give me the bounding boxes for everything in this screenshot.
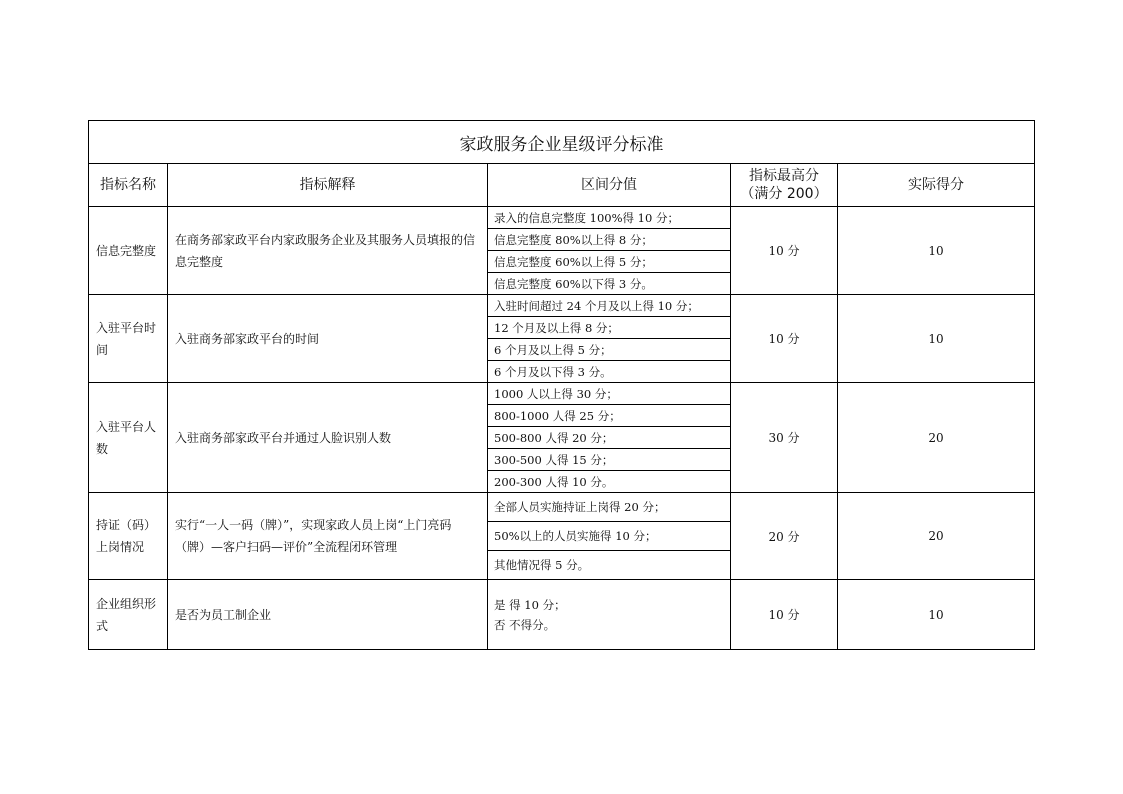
row-max: 30 分 — [731, 383, 838, 493]
range-item: 12 个月及以上得 8 分； — [488, 317, 731, 339]
range-item: 是 得 10 分； — [494, 597, 566, 612]
range-item: 全部人员实施持证上岗得 20 分； — [488, 493, 731, 522]
row-name: 持证（码）上岗情况 — [89, 493, 168, 580]
range-item: 录入的信息完整度 100%得 10 分； — [488, 207, 731, 229]
header-desc: 指标解释 — [168, 164, 488, 207]
row-name: 信息完整度 — [89, 207, 168, 295]
table-row — [89, 295, 1035, 317]
range-item: 50%以上的人员实施得 10 分； — [488, 522, 731, 551]
header-max-line2: （满分 200） — [740, 186, 828, 202]
row-max: 10 分 — [731, 580, 838, 650]
row-actual: 10 — [838, 295, 1035, 383]
row-max: 20 分 — [731, 493, 838, 580]
row-max: 10 分 — [731, 295, 838, 383]
header-actual: 实际得分 — [838, 164, 1035, 207]
row-desc: 在商务部家政平台内家政服务企业及其服务人员填报的信息完整度 — [168, 207, 488, 295]
range-item: 6 个月及以下得 3 分。 — [488, 361, 731, 383]
range-item: 信息完整度 80%以上得 8 分； — [488, 229, 731, 251]
row-actual: 20 — [838, 493, 1035, 580]
range-item: 500-800 人得 20 分； — [488, 427, 731, 449]
header-row — [89, 164, 1035, 207]
range-item: 1000 人以上得 30 分； — [488, 383, 731, 405]
header-max-line1: 指标最高分 — [749, 168, 819, 184]
header-max — [731, 164, 838, 207]
row-name: 入驻平台时间 — [89, 295, 168, 383]
table-title: 家政服务企业星级评分标准 — [89, 121, 1035, 164]
header-name: 指标名称 — [89, 164, 168, 207]
scoring-table — [88, 120, 1035, 650]
range-item: 信息完整度 60%以上得 5 分； — [488, 251, 731, 273]
table-row — [89, 383, 1035, 405]
row-name: 企业组织形式 — [89, 580, 168, 650]
range-item: 信息完整度 60%以下得 3 分。 — [488, 273, 731, 295]
row-desc: 入驻商务部家政平台的时间 — [168, 295, 488, 383]
range-item: 800-1000 人得 25 分； — [488, 405, 731, 427]
row-desc: 入驻商务部家政平台并通过人脸识别人数 — [168, 383, 488, 493]
range-item: 300-500 人得 15 分； — [488, 449, 731, 471]
range-item: 入驻时间超过 24 个月及以上得 10 分； — [488, 295, 731, 317]
row-desc: 是否为员工制企业 — [168, 580, 488, 650]
range-item: 其他情况得 5 分。 — [488, 551, 731, 580]
row-actual: 10 — [838, 580, 1035, 650]
range-item: 否 不得分。 — [494, 617, 556, 632]
range-item: 200-300 人得 10 分。 — [488, 471, 731, 493]
row-name: 入驻平台人数 — [89, 383, 168, 493]
table-row — [89, 493, 1035, 522]
table-row — [89, 580, 1035, 650]
row-actual: 10 — [838, 207, 1035, 295]
range-list — [488, 580, 731, 650]
header-range: 区间分值 — [488, 164, 731, 207]
range-item: 6 个月及以上得 5 分； — [488, 339, 731, 361]
row-desc: 实行“一人一码（牌）”，实现家政人员上岗“上门亮码（牌）—客户扫码—评价”全流程闭环管理 — [168, 493, 488, 580]
row-actual: 20 — [838, 383, 1035, 493]
table-row — [89, 207, 1035, 229]
row-max: 10 分 — [731, 207, 838, 295]
